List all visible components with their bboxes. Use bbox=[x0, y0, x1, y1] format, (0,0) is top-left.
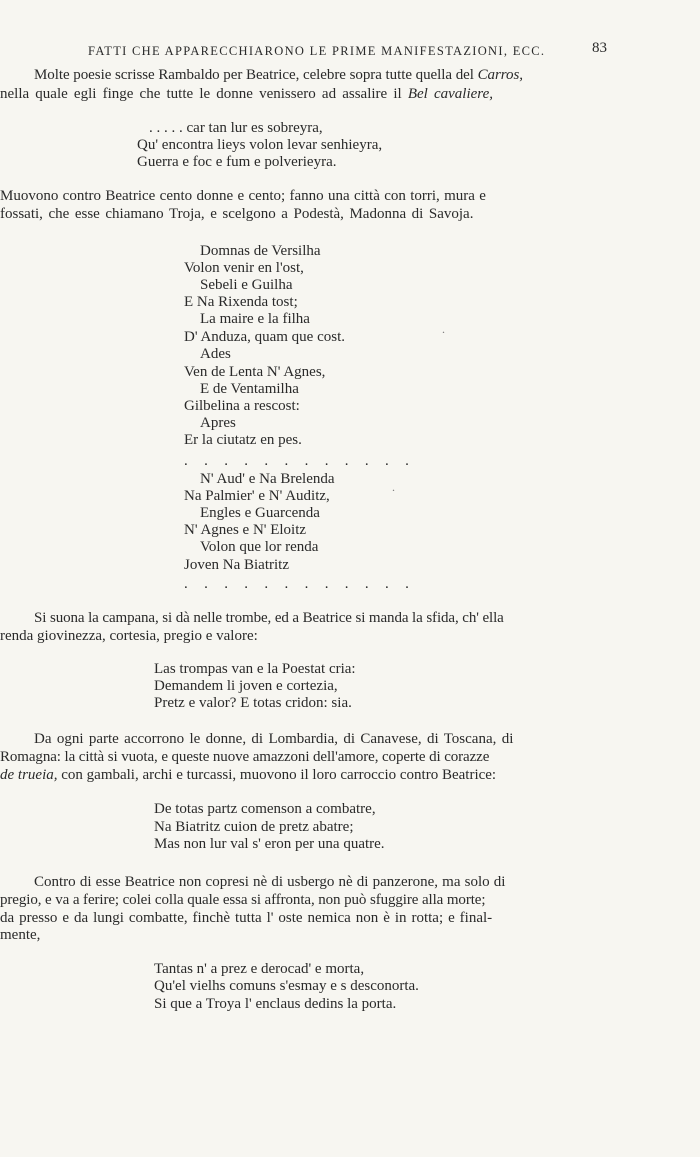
verse-line: N' Aud' e Na Brelenda bbox=[200, 471, 335, 487]
verse-line: De totas partz comenson a combatre, bbox=[154, 801, 376, 817]
verse-line: Volon que lor renda bbox=[200, 539, 319, 555]
page-number: 83 bbox=[592, 40, 607, 56]
verse-line: Domnas de Versilha bbox=[200, 243, 321, 259]
paragraph-5-line-4: mente, bbox=[0, 927, 41, 943]
paragraph-1-line-2 bbox=[0, 86, 493, 103]
verse-line: Ven de Lenta N' Agnes, bbox=[184, 364, 326, 380]
text-run: nella quale egli finge che tutte le donne venissero ad assalire il bbox=[0, 86, 408, 102]
paragraph-5-line-2: pregio, e va a ferire; colei colla quale essa si affronta, non può sfuggire alla morte; bbox=[0, 892, 486, 908]
verse-line: E Na Rixenda tost; bbox=[184, 294, 298, 310]
verse-line: Er la ciutatz en pes. bbox=[184, 432, 302, 448]
paragraph-3-line-1: Si suona la campana, si dà nelle trombe, ed a Beatrice si manda la sfida, ch' ella bbox=[34, 610, 504, 626]
verse-line: La maire e la filha bbox=[200, 311, 310, 327]
paragraph-2-line-1: Muovono contro Beatrice cento donne e cento; fanno una città con torri, mura e bbox=[0, 188, 486, 204]
paragraph-3-line-2: renda giovinezza, cortesia, pregio e valore: bbox=[0, 628, 258, 644]
verse-line: Apres bbox=[200, 415, 236, 431]
text-run: con gambali, archi e turcassi, muovono il loro carroccio contro Beatrice: bbox=[57, 767, 497, 783]
verse-line: Sebeli e Guilha bbox=[200, 277, 293, 293]
paragraph-5-line-1: Contro di esse Beatrice non copresi nè di usbergo nè di panzerone, ma solo di bbox=[34, 874, 506, 890]
scan-speck: . bbox=[442, 322, 445, 336]
verse-line: N' Agnes e N' Eloitz bbox=[184, 522, 307, 538]
verse-line: Volon venir en l'ost, bbox=[184, 260, 304, 276]
scan-speck: . bbox=[392, 480, 395, 494]
paragraph-4-line-3 bbox=[0, 767, 496, 784]
verse-line: Qu' encontra lieys volon levar senhieyra, bbox=[137, 137, 383, 153]
italic-term: Bel cavaliere, bbox=[407, 86, 493, 102]
ellipsis-line: . . . . . . . . . . . . bbox=[184, 576, 416, 592]
verse-line: Qu'el vielhs comuns s'esmay e s desconorta. bbox=[154, 978, 419, 994]
verse-line: Na Palmier' e N' Auditz, bbox=[184, 488, 330, 504]
paragraph-5-line-3: da presso e da lungi combatte, finchè tutta l' oste nemica non è in rotta; e final- bbox=[0, 910, 493, 926]
text-run: Molte poesie scrisse Rambaldo per Beatrice, celebre sopra tutte quella del bbox=[34, 67, 478, 83]
verse-line: Demandem li joven e cortezia, bbox=[154, 678, 338, 694]
verse-line: Ades bbox=[200, 346, 231, 362]
paragraph-1-line-1 bbox=[34, 67, 523, 84]
italic-term: de trueia, bbox=[0, 767, 58, 783]
verse-line: . . . . . car tan lur es sobreyra, bbox=[149, 120, 323, 136]
paragraph-2-line-2: fossati, che esse chiamano Troja, e scelgono a Podestà, Madonna di Savoja. bbox=[0, 206, 474, 222]
running-header: FATTI CHE APPARECCHIARONO LE PRIME MANIFESTAZIONI, ECC. bbox=[88, 44, 546, 58]
verse-line: Mas non lur val s' eron per una quatre. bbox=[154, 836, 385, 852]
verse-line: Guerra e foc e fum e polverieyra. bbox=[137, 154, 337, 170]
verse-line: Pretz e valor? E totas cridon: sia. bbox=[154, 695, 352, 711]
paragraph-4-line-1: Da ogni parte accorrono le donne, di Lombardia, di Canavese, di Toscana, di bbox=[34, 731, 514, 747]
verse-line: Si que a Troya l' enclaus dedins la porta. bbox=[154, 996, 397, 1012]
verse-line: Engles e Guarcenda bbox=[200, 505, 320, 521]
ellipsis-line: . . . . . . . . . . . . bbox=[184, 453, 416, 469]
verse-line: Na Biatritz cuion de pretz abatre; bbox=[154, 819, 354, 835]
verse-line: E de Ventamilha bbox=[200, 381, 299, 397]
verse-line: D' Anduza, quam que cost. bbox=[184, 329, 346, 345]
italic-term: Carros, bbox=[477, 67, 523, 83]
verse-line: Las trompas van e la Poestat cria: bbox=[154, 661, 356, 677]
verse-line: Tantas n' a prez e derocad' e morta, bbox=[154, 961, 365, 977]
verse-line: Gilbelina a rescost: bbox=[184, 398, 300, 414]
verse-line: Joven Na Biatritz bbox=[184, 557, 289, 573]
paragraph-4-line-2: Romagna: la città si vuota, e queste nuove amazzoni dell'amore, coperte di corazze bbox=[0, 749, 490, 765]
